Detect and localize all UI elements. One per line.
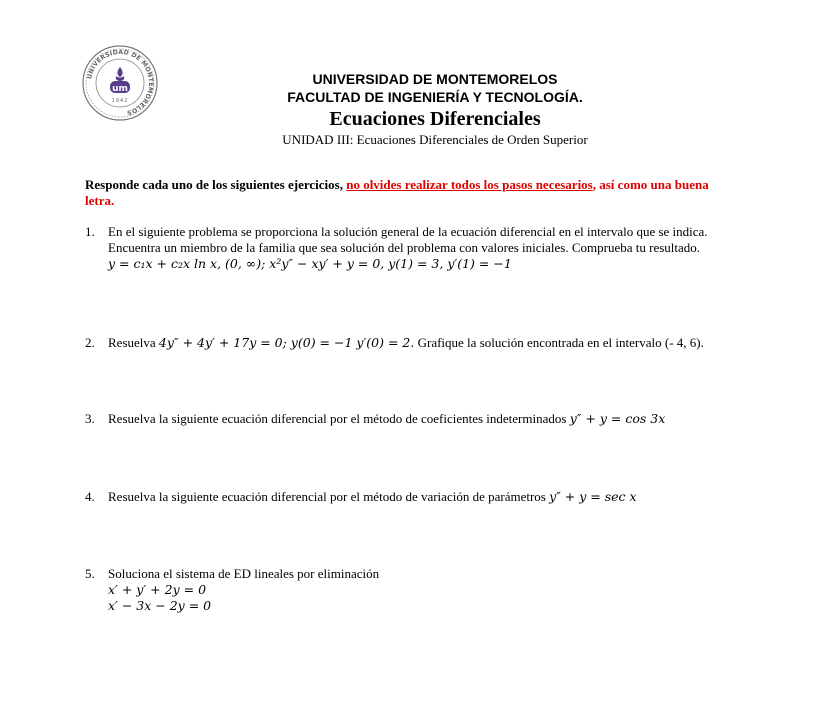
university-seal-logo <box>82 45 158 121</box>
exercise-equation: y = c₁x + c₂x ln x, (0, ∞); x²y″ − xy′ + y = 0, y(1) = 3, y′(1) = −1 <box>108 256 512 271</box>
exercise-body <box>108 335 748 351</box>
unit-subtitle: UNIDAD III: Ecuaciones Diferenciales de Orden Superior <box>282 132 588 147</box>
faculty-name: FACULTAD DE INGENIERÍA Y TECNOLOGÍA. <box>287 89 583 105</box>
exercise-body <box>108 224 748 272</box>
university-name: UNIVERSIDAD DE MONTEMORELOS <box>312 71 558 87</box>
exercise-equation: y″ + y = cos 3x <box>569 411 666 426</box>
exercise-number: 1. <box>85 224 95 239</box>
exercise-body <box>108 411 748 427</box>
logo-mark-text: um <box>112 84 128 94</box>
exercise-body <box>108 489 748 505</box>
exercise-number: 3. <box>85 411 95 426</box>
exercise-text: En el siguiente problema se proporciona la solución general de la ecuación diferencial en el intervalo que se indica. Encuentra un miembro de la familia que sea solución del problema con valores iniciales. Comprueba tu resultado. <box>108 224 708 255</box>
course-title: Ecuaciones Diferenciales <box>329 108 541 130</box>
logo-ring-text: UNIVERSIDAD DE MONTEMORELOS <box>86 48 155 117</box>
instructions-emphasis: no olvides realizar todos los pasos necesarios <box>346 177 593 192</box>
system-equation-2: x′ − 3x − 2y = 0 <box>108 598 212 613</box>
document-header <box>200 70 670 148</box>
exercise-text-tail: Grafique la solución encontrada en el intervalo (- 4, 6). <box>414 335 704 350</box>
exercise-text: Resuelva la siguiente ecuación diferencial por el método de coeficientes indeterminados <box>108 411 570 426</box>
exercise-number: 5. <box>85 566 95 581</box>
exercise-body <box>108 566 748 614</box>
logo-year-text: 1942 <box>111 98 129 104</box>
exercise-number: 2. <box>85 335 95 350</box>
exercise-text: Soluciona el sistema de ED lineales por eliminación <box>108 566 380 581</box>
system-equation-1: x′ + y′ + 2y = 0 <box>108 582 207 597</box>
exercise-text: Resuelva <box>108 335 159 350</box>
instructions-lead: Responde cada uno de los siguientes ejercicios, <box>85 177 347 192</box>
exercise-equation: 4y″ + 4y′ + 17y = 0; y(0) = −1 y′(0) = 2. <box>158 335 415 350</box>
exercise-equation: y″ + y = sec x <box>549 489 637 504</box>
exercise-text: Resuelva la siguiente ecuación diferencial por el método de variación de parámetros <box>108 489 550 504</box>
instructions <box>85 177 735 209</box>
exercise-number: 4. <box>85 489 95 504</box>
instructions-tail: , así como una buena letra. <box>85 177 709 208</box>
